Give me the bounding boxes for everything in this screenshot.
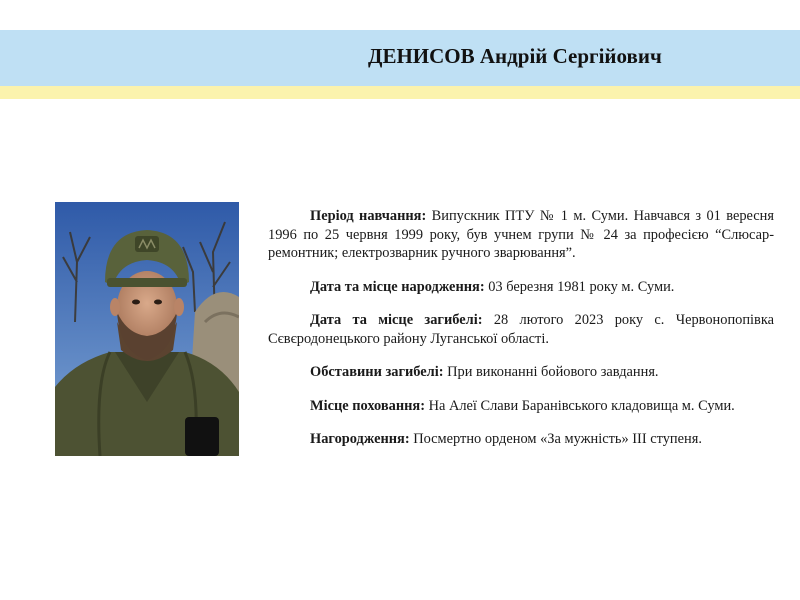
section-text: Посмертно орденом «За мужність» ІІІ ступеня. [409,431,702,447]
section-text: На Алеї Слави Баранівського кладовища м. Суми. [424,397,735,414]
section-education [268,207,774,263]
portrait-photo [55,202,239,456]
page-title: ДЕНИСОВ Андрій Сергійович [368,44,662,68]
section-text: 28 лютого 2023 року с. Червонопопівка Сєвєродонецького району Луганської області. [268,312,775,347]
biography-content [268,207,774,464]
section-awards [268,430,774,449]
section-birth [268,278,774,297]
section-label: Обставини загибелі: [310,364,444,380]
section-death [268,311,774,348]
section-label: Місце поховання: [310,397,425,414]
section-text: Випускник ПТУ № 1 м. Суми. Навчався з 01 вересня 1996 по 25 червня 1999 року, був учнем групи № 24 за професією “Слюсар-ремонтник; електрозварник ручного зварювання”. [268,208,775,261]
section-text: 03 березня 1981 року м. Суми. [484,278,675,295]
section-text: При виконанні бойового завдання. [443,364,659,380]
header-band-yellow [0,86,800,99]
section-label: Дата та місце загибелі: [310,312,483,328]
section-label: Дата та місце народження: [310,278,485,295]
section-label: Нагородження: [310,431,410,447]
section-burial [268,397,774,416]
section-circumstances [268,363,774,382]
section-label: Період навчання: [310,208,427,224]
